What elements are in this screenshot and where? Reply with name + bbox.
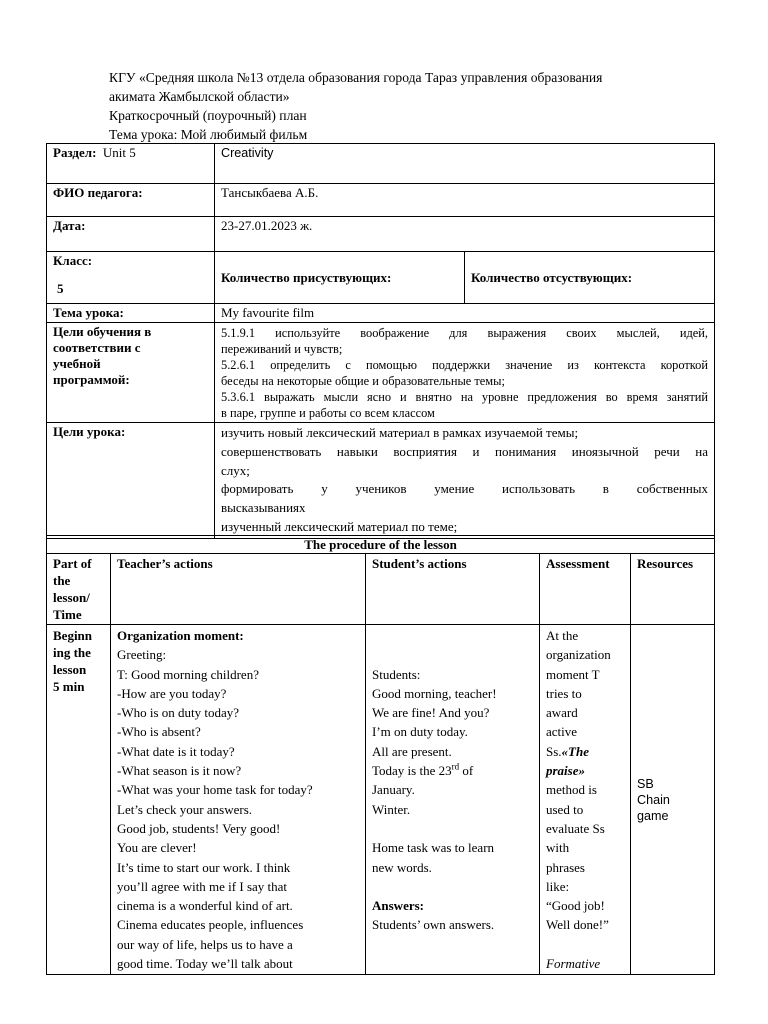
header-part bbox=[47, 554, 111, 625]
assessment-line: like: bbox=[546, 878, 570, 894]
student-line: Students’ own answers. bbox=[372, 917, 495, 933]
teacher-line: Good job, students! Very good! bbox=[117, 820, 281, 836]
program-goals-label-line: программой: bbox=[53, 372, 130, 387]
date-value: 23-27.01.2023 ж. bbox=[215, 217, 715, 252]
program-goal-line: 5.3.6.1 выражать мысли ясно и внятно на уровне предложения во время занятий bbox=[221, 390, 709, 404]
teacher-line: -What was your home task for today? bbox=[117, 782, 313, 798]
stage-line: ing the bbox=[53, 645, 91, 660]
teacher-line: You are clever! bbox=[117, 840, 197, 856]
procedure-table bbox=[46, 535, 715, 975]
assessment-line: used to bbox=[546, 801, 584, 817]
student-line: I’m on duty today. bbox=[372, 724, 468, 740]
teacher-line: you’ll agree with me if I say that bbox=[117, 878, 288, 894]
topic-label: Тема урока: bbox=[47, 304, 215, 323]
teacher-line: -Who is absent? bbox=[117, 724, 201, 740]
lesson-goal-line: слух; bbox=[221, 462, 250, 478]
praise-method-name: praise» bbox=[546, 763, 585, 779]
assessment-ss: Ss. bbox=[546, 743, 562, 759]
student-line: Good morning, teacher! bbox=[372, 685, 497, 701]
section-unit: Unit 5 bbox=[102, 145, 136, 160]
program-goals bbox=[215, 323, 715, 423]
lesson-goal-line: изучить новый лексический материал в рамках изучаемой темы; bbox=[221, 425, 579, 440]
teacher-line: -What date is it today? bbox=[117, 743, 235, 759]
student-line: Home task was to learn bbox=[372, 840, 495, 856]
assessment-line: Well done!” bbox=[546, 917, 609, 933]
assessment-line: with bbox=[546, 840, 570, 856]
teacher-line: Cinema educates people, influences bbox=[117, 917, 304, 933]
stage-cell bbox=[47, 625, 111, 975]
plan-type: Краткосрочный (поурочный) план bbox=[109, 108, 307, 123]
student-date-suffix: rd bbox=[451, 761, 460, 772]
procedure-title: The procedure of the lesson bbox=[47, 536, 715, 554]
present-label: Количество присуствующих: bbox=[215, 252, 465, 304]
resource-item: Chain bbox=[637, 792, 670, 807]
date-label: Дата: bbox=[47, 217, 215, 252]
topic-value: My favourite film bbox=[215, 304, 715, 323]
resource-item: game bbox=[637, 808, 669, 823]
header-part-line: Time bbox=[53, 607, 82, 622]
program-goal-line: в паре, группе и работы со всем классом bbox=[221, 406, 435, 420]
lesson-goal-line: изученный лексический материал по теме; bbox=[221, 518, 458, 534]
lesson-info-table bbox=[46, 143, 715, 539]
lesson-goal-line: формировать у учеников умение использовать в собственных bbox=[221, 481, 709, 497]
teacher-line: cinema is a wonderful kind of art. bbox=[117, 898, 293, 914]
assessment-line: award bbox=[546, 705, 578, 721]
stage-line: Beginn bbox=[53, 628, 93, 643]
header-part-line: Part of bbox=[53, 556, 92, 571]
student-actions bbox=[366, 625, 540, 975]
resource-item: SB bbox=[637, 776, 654, 791]
assessment-praise-line bbox=[546, 742, 624, 761]
assessment-line: organization bbox=[546, 647, 611, 663]
section-label: Раздел: bbox=[53, 145, 97, 160]
class-cell bbox=[47, 252, 215, 304]
school-name-line2: акимата Жамбылской области» bbox=[109, 89, 290, 104]
teacher-line: Let’s check your answers. bbox=[117, 801, 253, 817]
program-goal-line: 5.1.9.1 используйте воображение для выражения своих мыслей, идей, bbox=[221, 326, 709, 340]
assessment-line: tries to bbox=[546, 685, 582, 701]
program-goals-label-line: учебной bbox=[53, 356, 101, 371]
teacher-line: our way of life, helps us to have a bbox=[117, 936, 293, 952]
school-name-line1: КГУ «Средняя школа №13 отдела образования города Тараз управления образования bbox=[109, 70, 603, 85]
student-line: January. bbox=[372, 782, 415, 798]
absent-label: Количество отсуствующих: bbox=[465, 252, 715, 304]
student-line: Winter. bbox=[372, 801, 411, 817]
student-line: We are fine! And you? bbox=[372, 705, 490, 721]
teacher-actions bbox=[111, 625, 366, 975]
teacher-line: -Who is on duty today? bbox=[117, 705, 240, 721]
assessment-formative: Formative bbox=[546, 956, 601, 972]
section-label-cell bbox=[47, 144, 215, 184]
teacher-line: T: Good morning children? bbox=[117, 666, 259, 682]
header-part-line: the bbox=[53, 573, 71, 588]
answers-label: Answers: bbox=[372, 898, 424, 914]
header-teacher: Teacher’s actions bbox=[111, 554, 366, 625]
student-line: new words. bbox=[372, 859, 432, 875]
document-header bbox=[109, 68, 709, 144]
stage-line: lesson bbox=[53, 662, 87, 677]
assessment-line: evaluate Ss bbox=[546, 820, 605, 836]
student-date-text: Today is the 23 bbox=[372, 763, 452, 779]
stage-line: 5 min bbox=[53, 679, 85, 694]
student-line: Students: bbox=[372, 666, 421, 682]
program-goals-label-line: Цели обучения в bbox=[53, 324, 152, 339]
program-goal-line: 5.2.6.1 определить с помощью поддержки значение из контекста короткой bbox=[221, 358, 709, 372]
student-date-of: of bbox=[459, 763, 474, 779]
class-value: 5 bbox=[57, 281, 64, 296]
assessment-line: method is bbox=[546, 782, 597, 798]
assessment-line: “Good job! bbox=[546, 898, 605, 914]
teacher-line: -What season is it now? bbox=[117, 763, 242, 779]
teacher-line: good time. Today we’ll talk about bbox=[117, 956, 293, 972]
assessment-cell bbox=[540, 625, 631, 975]
lesson-topic-heading: Тема урока: Мой любимый фильм bbox=[109, 127, 308, 142]
class-label: Класс: bbox=[53, 253, 93, 268]
teacher-line: Greeting: bbox=[117, 647, 167, 663]
teacher-section-title: Organization moment: bbox=[117, 628, 244, 643]
assessment-line: phrases bbox=[546, 859, 585, 875]
section-value: Creativity bbox=[215, 144, 715, 184]
lesson-goal-line: высказываниях bbox=[221, 500, 306, 516]
assessment-line: At the bbox=[546, 628, 579, 643]
lesson-goal-line: совершенствовать навыки восприятия и понимания иноязычной речи на bbox=[221, 443, 709, 459]
teacher-label: ФИО педагога: bbox=[47, 184, 215, 217]
student-line-date bbox=[372, 761, 533, 780]
lesson-goals bbox=[215, 423, 715, 539]
header-part-line: lesson/ bbox=[53, 590, 90, 605]
header-assessment: Assessment bbox=[540, 554, 631, 625]
assessment-line: moment T bbox=[546, 666, 600, 682]
teacher-line: -How are you today? bbox=[117, 685, 227, 701]
student-line: All are present. bbox=[372, 743, 452, 759]
header-resources: Resources bbox=[631, 554, 715, 625]
program-goals-label-line: соответствии с bbox=[53, 340, 141, 355]
program-goal-line: переживаний и чувств; bbox=[221, 342, 343, 356]
lesson-goals-label: Цели урока: bbox=[47, 423, 215, 539]
program-goal-line: беседы на некоторые общие и образовательные темы; bbox=[221, 374, 505, 388]
program-goals-label bbox=[47, 323, 215, 423]
teacher-line: It’s time to start our work. I think bbox=[117, 859, 291, 875]
resources-cell bbox=[631, 625, 715, 975]
assessment-line: active bbox=[546, 724, 578, 740]
header-student: Student’s actions bbox=[366, 554, 540, 625]
praise-method-name: «The bbox=[561, 743, 589, 759]
teacher-value: Тансыкбаева А.Б. bbox=[215, 184, 715, 217]
